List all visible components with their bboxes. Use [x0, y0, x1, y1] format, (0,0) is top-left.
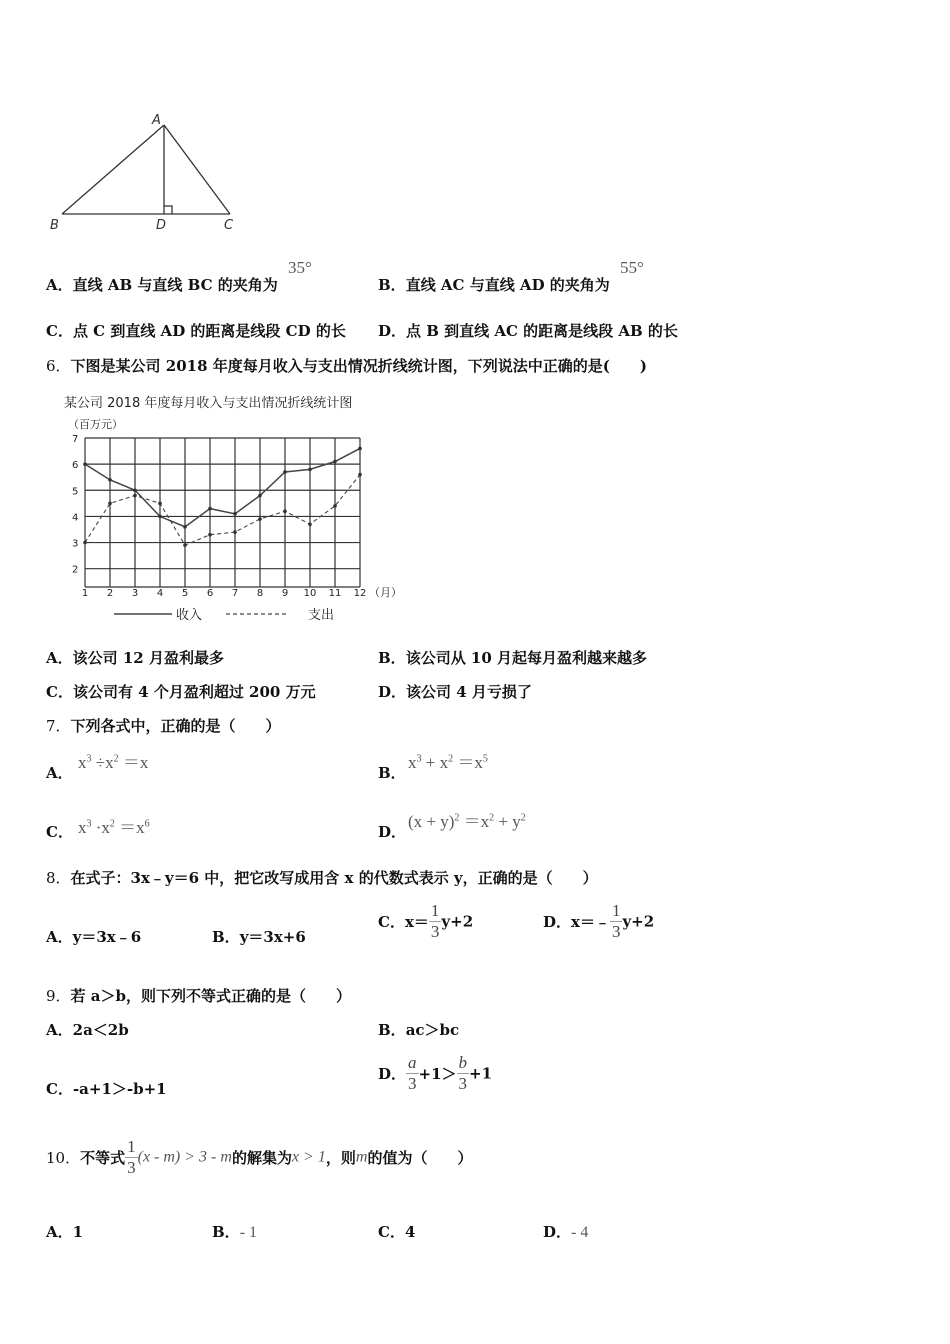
q5-option-b[interactable] [378, 274, 610, 295]
q7-stem [46, 715, 281, 736]
q8-option-c-letter: C． [378, 913, 405, 931]
y-tick-label: 7 [72, 434, 79, 445]
data-point [358, 447, 362, 451]
q6-option-c[interactable] [46, 681, 316, 702]
q6-option-a-letter: A． [46, 649, 73, 667]
data-point [83, 462, 87, 466]
data-point [233, 530, 237, 534]
q7-option-c-letter: C． [46, 823, 73, 841]
q6-option-b-text: 该公司从 10 月起每月盈利越来越多 [405, 649, 648, 667]
data-point [133, 494, 137, 498]
q8-option-a-text: y＝3x﹣6 [72, 928, 142, 946]
fraction-numerator: a [408, 1053, 417, 1072]
q10-option-c[interactable] [378, 1221, 415, 1242]
q7-option-c-expr [78, 813, 150, 838]
q5-option-c-letter: C． [46, 322, 73, 340]
q6-option-c-letter: C． [46, 683, 73, 701]
q5-option-a-text: 直线 AB 与直线 BC 的夹角为 [72, 276, 278, 294]
data-point [208, 507, 212, 511]
q6-text: 下图是某公司 2018 年度每月收入与支出情况折线统计图，下列说法中正确的是( ) [70, 357, 647, 375]
q9-option-d-fraction-b [457, 1053, 470, 1094]
q10-post: 的值为（ ） [367, 1149, 473, 1167]
q9-option-d-mid: +1＞ [418, 1065, 457, 1083]
chart-title: 某公司 2018 年度每月收入与支出情况折线统计图 [64, 396, 353, 411]
x-tick-label: 4 [156, 588, 164, 599]
expr-term: x [78, 753, 87, 772]
q10-mid: 的解集为 [231, 1149, 292, 1167]
q5-option-a[interactable] [46, 274, 278, 295]
expr-term: ＝x [453, 753, 483, 772]
data-point [183, 543, 187, 547]
q8-option-c-fraction [429, 901, 442, 942]
q10-option-a[interactable] [46, 1221, 83, 1242]
data-point [308, 468, 312, 472]
data-point [258, 494, 262, 498]
q8-stem [46, 867, 598, 888]
expr-term: x [408, 753, 417, 772]
q8-number: 8． [46, 869, 71, 887]
q8-option-d-fraction [610, 901, 623, 942]
data-point [158, 515, 162, 519]
expr-term: ＝x [459, 812, 490, 831]
q7-text: 下列各式中，正确的是（ ） [70, 717, 281, 735]
q8-option-d[interactable] [543, 901, 654, 942]
y-tick-label: 3 [72, 538, 79, 550]
expr-term: ＝x [118, 753, 149, 772]
q7-option-d-letter: D． [378, 823, 407, 841]
data-point [233, 512, 237, 516]
q7-option-a-letter: A． [46, 764, 73, 782]
q9-option-d-fraction-a [406, 1053, 419, 1094]
q7-option-b[interactable] [378, 762, 406, 783]
q6-option-c-text: 该公司有 4 个月盈利超过 200 万元 [72, 683, 316, 701]
q7-option-d-expr [408, 807, 526, 832]
data-point [108, 478, 112, 482]
data-point [283, 470, 287, 474]
triangle-figure [40, 108, 260, 238]
fraction-denominator: 3 [127, 1158, 136, 1177]
fraction-denominator: 3 [458, 1074, 468, 1093]
expr-term: + x [421, 753, 449, 772]
q8-option-c[interactable] [378, 901, 473, 942]
q5-option-b-angle: 55° [620, 258, 644, 277]
q6-option-d[interactable] [378, 681, 532, 702]
expr-exp: 3 [86, 818, 92, 830]
series-line-income [85, 448, 360, 526]
vertex-d-label: D [156, 218, 167, 233]
expr-exp: 2 [454, 812, 460, 824]
q6-option-b-letter: B． [378, 649, 406, 667]
data-point [308, 522, 312, 526]
q8-option-d-letter: D． [543, 913, 572, 931]
q6-stem [46, 355, 647, 376]
fraction-numerator: 1 [430, 901, 440, 920]
data-point [333, 504, 337, 508]
q6-option-d-letter: D． [378, 683, 407, 701]
q10-option-b-text: - 1 [239, 1224, 258, 1241]
series-line-expense [85, 475, 360, 546]
expr-exp: 2 [448, 753, 454, 765]
q5-option-b-letter: B． [378, 276, 406, 294]
q7-option-a[interactable] [46, 762, 73, 783]
x-tick-label: 9 [281, 588, 289, 599]
expr-term: ＝x [114, 818, 145, 837]
legend-expense-label: 支出 [308, 608, 335, 623]
x-tick-label: 3 [131, 588, 139, 599]
x-tick-label: 7 [231, 588, 239, 599]
q10-option-c-text: 4 [404, 1223, 416, 1241]
data-point [183, 525, 187, 529]
q5-option-c-text: 点 C 到直线 AD 的距离是线段 CD 的长 [72, 322, 346, 340]
q10-number: 10． [46, 1149, 81, 1167]
q8-option-d-pre: x＝﹣ [571, 913, 610, 931]
x-tick-label: 10 [303, 588, 317, 599]
fraction-numerator: b [458, 1053, 468, 1072]
q8-option-d-post: y+2 [622, 912, 655, 931]
q9-option-d-post: +1 [469, 1064, 493, 1083]
q7-option-d[interactable] [378, 821, 406, 842]
q5-option-d[interactable] [378, 320, 678, 341]
expr-term: (x + y) [408, 812, 455, 831]
q10-option-b-letter: B． [212, 1223, 240, 1241]
q9-option-d-letter: D． [378, 1065, 407, 1083]
q7-option-b-letter: B． [378, 764, 406, 782]
y-tick-label: 6 [72, 460, 79, 472]
q9-option-d[interactable] [378, 1053, 492, 1094]
fraction-denominator: 3 [611, 922, 621, 941]
q9-option-a-text: 2a＜2b [72, 1021, 129, 1039]
x-tick-label: 5 [181, 588, 189, 599]
q9-stem [46, 985, 351, 1006]
expr-exp: 5 [482, 753, 488, 765]
q9-option-c-letter: C． [46, 1080, 73, 1098]
q10-option-a-letter: A． [46, 1223, 73, 1241]
q8-option-a[interactable] [46, 926, 141, 947]
q8-option-b-letter: B． [212, 928, 240, 946]
data-point [108, 502, 112, 506]
q10-mid2: ，则 [325, 1149, 356, 1167]
q9-option-b-text: ac＞bc [405, 1021, 460, 1039]
y-tick-label: 2 [72, 564, 79, 576]
expr-term: x [78, 818, 87, 837]
data-point [358, 473, 362, 477]
q5-option-d-text: 点 B 到直线 AC 的距离是线段 AB 的长 [406, 322, 678, 340]
q8-option-c-post: y+2 [441, 912, 474, 931]
q8-option-b[interactable] [212, 926, 306, 947]
q9-option-c-text: -a+1＞-b+1 [72, 1080, 167, 1098]
chart-x-label: （月） [369, 586, 402, 599]
data-point [333, 460, 337, 464]
fraction-numerator: 1 [611, 901, 621, 920]
q7-option-a-expr [78, 748, 148, 773]
expr-exp: 2 [109, 818, 115, 830]
expr-exp: 2 [113, 753, 119, 765]
y-tick-label: 5 [72, 486, 79, 498]
data-point [133, 488, 137, 492]
q10-inequality: (x - m) > 3 - m [137, 1148, 232, 1166]
q5-option-a-letter: A． [46, 276, 73, 294]
q9-option-b[interactable] [378, 1019, 459, 1040]
line-chart [52, 386, 412, 626]
vertex-a-label: A [152, 113, 161, 128]
q6-option-a[interactable] [46, 647, 224, 668]
data-point [208, 533, 212, 537]
q7-option-b-expr [408, 748, 488, 773]
q10-option-b[interactable] [212, 1221, 257, 1242]
q9-option-a-letter: A． [46, 1021, 73, 1039]
fraction-numerator: 1 [127, 1137, 136, 1156]
q5-option-d-letter: D． [378, 322, 407, 340]
data-point [283, 509, 287, 513]
q9-text: 若 a＞b，则下列不等式正确的是（ ） [70, 987, 351, 1005]
q10-variable: m [355, 1148, 368, 1166]
q9-number: 9． [46, 987, 71, 1005]
q7-number: 7． [46, 717, 71, 735]
expr-exp: 3 [86, 753, 92, 765]
q9-option-b-letter: B． [378, 1021, 406, 1039]
expr-exp: 3 [416, 753, 422, 765]
q6-option-b[interactable] [378, 647, 647, 668]
expr-exp: 2 [489, 812, 495, 824]
expr-exp: 2 [520, 812, 526, 824]
data-point [158, 502, 162, 506]
expr-term: ·x [91, 818, 110, 837]
q10-option-d[interactable] [543, 1221, 588, 1242]
q9-option-a[interactable] [46, 1019, 129, 1040]
x-tick-label: 12 [353, 588, 367, 599]
vertex-b-label: B [50, 218, 59, 233]
q10-option-d-letter: D． [543, 1223, 572, 1241]
x-tick-label: 11 [328, 588, 342, 599]
x-tick-label: 2 [106, 588, 114, 599]
data-point [258, 517, 262, 521]
q6-option-d-text: 该公司 4 月亏损了 [406, 683, 532, 701]
expr-term: ÷x [91, 753, 114, 772]
q8-option-a-letter: A． [46, 928, 73, 946]
q6-option-a-text: 该公司 12 月盈利最多 [72, 649, 224, 667]
q5-option-c[interactable] [46, 320, 346, 341]
vertex-c-label: C [224, 218, 234, 233]
q10-option-d-text: - 4 [571, 1224, 589, 1241]
chart-y-label: （百万元） [68, 418, 123, 431]
fraction-denominator: 3 [430, 922, 440, 941]
q10-option-c-letter: C． [378, 1223, 405, 1241]
x-tick-label: 6 [206, 588, 214, 599]
x-tick-label: 1 [81, 588, 89, 599]
q8-text: 在式子：3x﹣y＝6 中，把它改写成用含 x 的代数式表示 y，正确的是（ ） [70, 869, 598, 887]
expr-exp: 6 [144, 818, 150, 830]
y-tick-label: 4 [72, 512, 79, 524]
q7-option-c[interactable] [46, 821, 73, 842]
q10-solution: x > 1 [291, 1148, 326, 1166]
q10-fraction [125, 1137, 138, 1178]
q6-number: 6． [46, 357, 71, 375]
q9-option-c[interactable] [46, 1078, 167, 1099]
fraction-denominator: 3 [408, 1074, 417, 1093]
q10-option-a-text: 1 [72, 1223, 84, 1241]
data-point [83, 541, 87, 545]
q5-option-a-angle: 35° [288, 258, 312, 277]
q10-pre: 不等式 [80, 1149, 126, 1167]
legend-income-label: 收入 [176, 608, 203, 623]
expr-term: + y [494, 812, 521, 831]
x-tick-label: 8 [256, 588, 264, 599]
q5-option-b-text: 直线 AC 与直线 AD 的夹角为 [405, 276, 610, 294]
q10-stem [46, 1137, 472, 1178]
q8-option-b-text: y＝3x+6 [239, 928, 306, 946]
q8-option-c-pre: x＝ [404, 913, 429, 931]
